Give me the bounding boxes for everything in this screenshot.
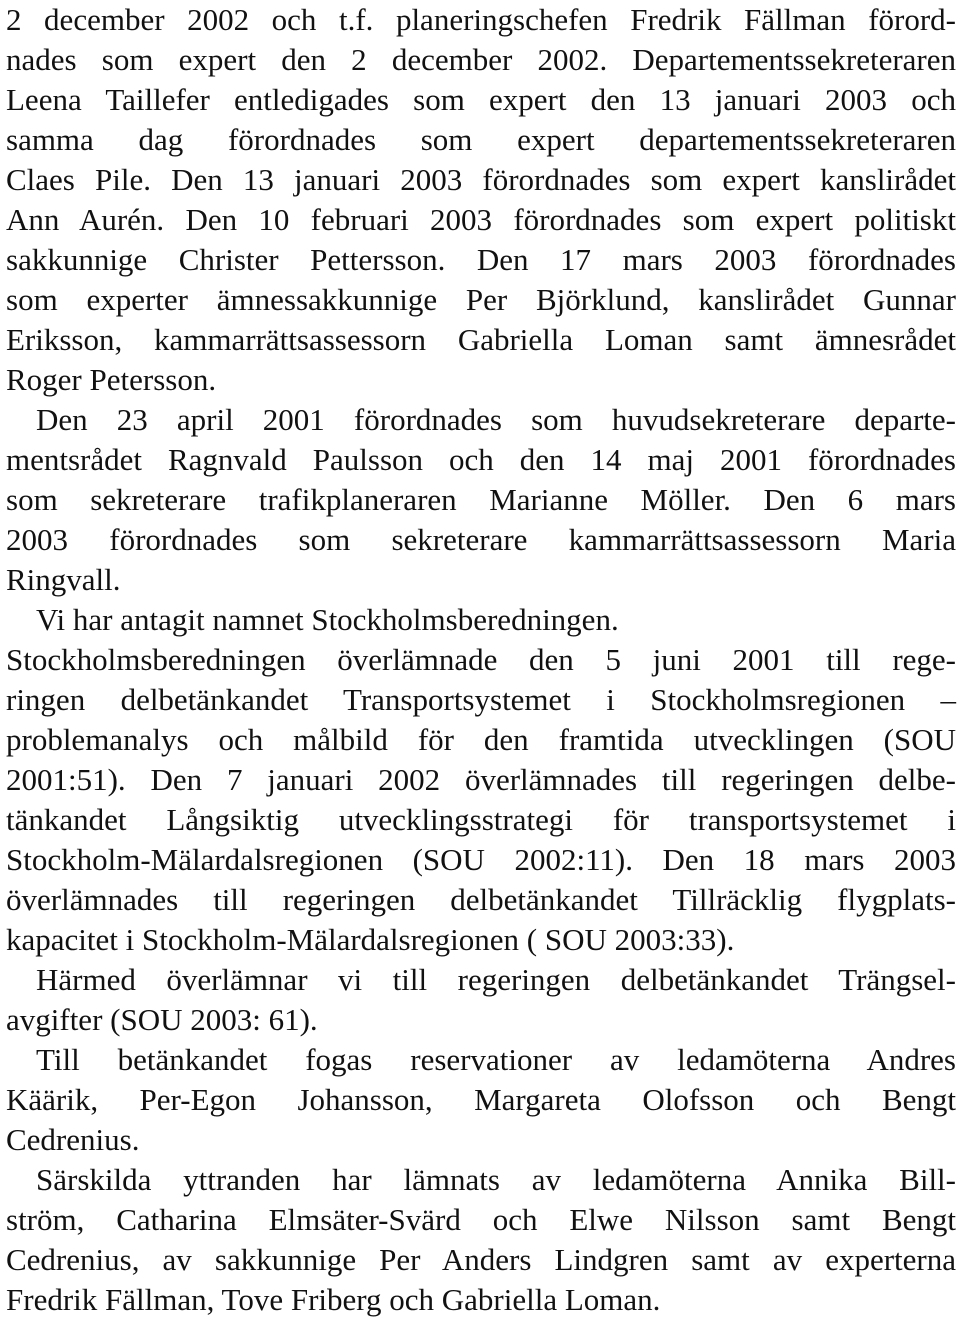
text-line: Ringvall. bbox=[6, 562, 121, 597]
text-line: Den 23 april 2001 förordnades som huvudsekreterare departe- bbox=[36, 402, 956, 437]
text-line: Stockholm-Mälardalsregionen (SOU 2002:11). Den 18 mars 2003 bbox=[6, 842, 956, 877]
text-line: Till betänkandet fogas reservationer av ledamöterna Andres bbox=[36, 1042, 956, 1077]
text-line: mentsrådet Ragnvald Paulsson och den 14 maj 2001 förordnades bbox=[6, 442, 956, 477]
text-line: Claes Pile. Den 13 januari 2003 förordnades som expert kanslirådet bbox=[6, 162, 956, 197]
text-line: nades som expert den 2 december 2002. Departementssekreteraren bbox=[6, 42, 956, 77]
text-line: 2 december 2002 och t.f. planeringschefen Fredrik Fällman förord- bbox=[6, 2, 956, 37]
text-line: Stockholmsberedningen överlämnade den 5 juni 2001 till rege- bbox=[6, 642, 956, 677]
text-line: som experter ämnessakkunnige Per Björklund, kanslirådet Gunnar bbox=[6, 282, 956, 317]
text-line: Särskilda yttranden har lämnats av ledamöterna Annika Bill- bbox=[36, 1162, 956, 1197]
text-line: Fredrik Fällman, Tove Friberg och Gabriella Loman. bbox=[6, 1282, 661, 1317]
text-line: Ann Aurén. Den 10 februari 2003 förordnades som expert politiskt bbox=[6, 202, 956, 237]
text-line: Härmed överlämnar vi till regeringen delbetänkandet Trängsel- bbox=[36, 962, 956, 997]
text-line: Eriksson, kammarrättsassessorn Gabriella Loman samt ämnesrådet bbox=[6, 322, 956, 357]
text-line: som sekreterare trafikplaneraren Marianne Möller. Den 6 mars bbox=[6, 482, 956, 517]
text-line: kapacitet i Stockholm-Mälardalsregionen ( SOU 2003:33). bbox=[6, 922, 735, 957]
text-line: ström, Catharina Elmsäter-Svärd och Elwe Nilsson samt Bengt bbox=[6, 1202, 956, 1237]
text-line: Cedrenius. bbox=[6, 1122, 140, 1157]
text-line: samma dag förordnades som expert departementssekreteraren bbox=[6, 122, 956, 157]
text-line: 2003 förordnades som sekreterare kammarrättsassessorn Maria bbox=[6, 522, 956, 557]
text-line: ringen delbetänkandet Transportsystemet i Stockholmsregionen – bbox=[6, 682, 956, 717]
text-line: sakkunnige Christer Pettersson. Den 17 mars 2003 förordnades bbox=[6, 242, 956, 277]
text-line: 2001:51). Den 7 januari 2002 överlämnades till regeringen delbe- bbox=[6, 762, 956, 797]
text-line: Cedrenius, av sakkunnige Per Anders Lindgren samt av experterna bbox=[6, 1242, 956, 1277]
text-line: Vi har antagit namnet Stockholmsberedningen. bbox=[36, 602, 619, 637]
text-line: Roger Petersson. bbox=[6, 362, 217, 397]
text-line: Leena Taillefer entledigades som expert den 13 januari 2003 och bbox=[6, 82, 956, 117]
text-line: tänkandet Långsiktig utvecklingsstrategi för transportsystemet i bbox=[6, 802, 956, 837]
text-line: avgifter (SOU 2003: 61). bbox=[6, 1002, 318, 1037]
text-line: överlämnades till regeringen delbetänkandet Tillräcklig flygplats- bbox=[6, 882, 956, 917]
text-line: Käärik, Per-Egon Johansson, Margareta Olofsson och Bengt bbox=[6, 1082, 956, 1117]
text-line: problemanalys och målbild för den framtida utvecklingen (SOU bbox=[6, 722, 956, 757]
